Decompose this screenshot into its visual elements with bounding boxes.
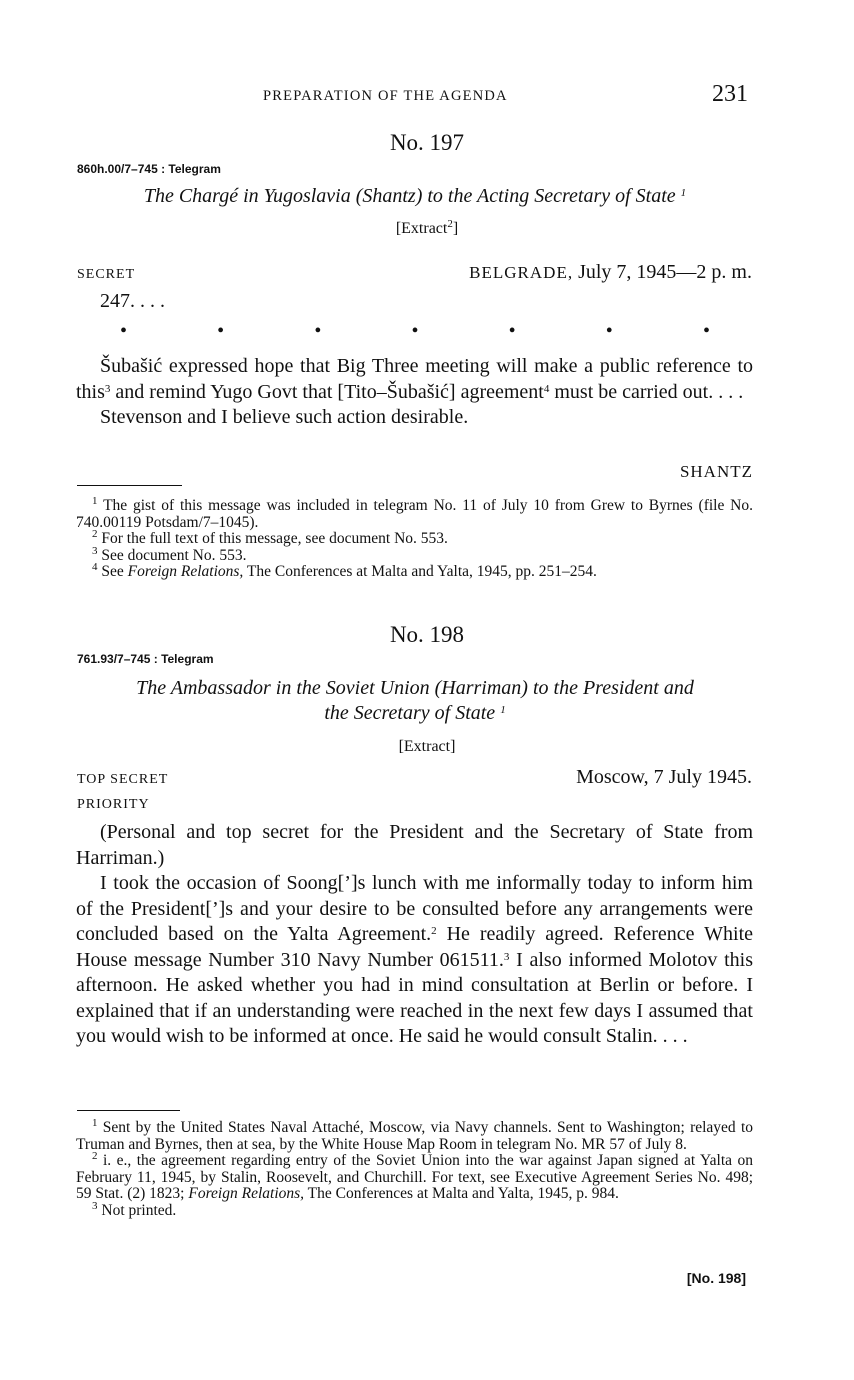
text: I took the occasion of Soong[’]s lunch with me informally today to inform him of the President[’]s and your desire to be consulted before any arrangements were concluded based on the Yalta Agreement. [76,872,753,945]
text: He readily agreed. Reference White House message Number 310 Navy Number 061511. [76,923,753,971]
footnote-rule [77,485,182,486]
text: Šubašić expressed hope that Big Three meeting will make a public reference to this [76,355,753,403]
dot: • [508,320,516,342]
page-number: 231 [712,81,748,107]
paragraph [76,871,753,1050]
footnote [76,495,753,531]
running-head: PREPARATION OF THE AGENDA [263,88,508,104]
title-text: the Secretary of State [324,702,496,724]
dot: • [702,320,710,342]
footnote-text: The Conferences at Malta and Yalta, 1945, pp. 251–254. [246,563,597,580]
footnote-mark: 2 [92,528,98,540]
classification-198: TOP SECRET [77,772,169,787]
footnote-mark: 3 [92,1199,98,1212]
footnote-text: See [101,563,124,580]
footnote [76,1150,754,1203]
footnote-ref: 2 [447,218,453,230]
footnotes-198 [76,1117,754,1219]
file-reference-197: 860h.00/7–745 : Telegram [77,162,221,176]
dateline-place: BELGRADE, [469,263,574,282]
dot: • [314,320,322,342]
title-text: The Chargé in Yugoslavia (Shantz) to the Acting Secretary of State [143,185,676,207]
footnote-mark: 4 [92,561,98,573]
text: and remind Yugo Govt that [Tito–Šubašić] agreement [115,380,544,403]
extract-text: [Extract [395,220,448,237]
text: must be carried out. . . . [554,380,744,403]
title-line: The Ambassador in the Soviet Union (Harriman) to the President and [136,677,694,699]
omission-dots [120,320,710,343]
footnote-ref: 1 [500,704,506,716]
footnote [76,1117,753,1153]
paragraph: (Personal and top secret for the President and the Secretary of State from Harriman.) [76,821,753,869]
extract-close: ] [452,220,459,237]
extract-label-198: [Extract] [398,738,456,755]
footnote [76,528,753,548]
footnote [76,1199,753,1220]
extract-label-197 [0,220,854,238]
footnote-ref: 2 [431,925,437,937]
footnote-italic: Foreign Relations, [127,563,244,580]
footnote-text: Sent by the United States Naval Attaché, Moscow, via Navy channels. Sent to Washington; relayed to Truman and Byrnes, then at sea, by the White House Map Room in telegram No. MR 57 of July 8. [76,1119,753,1153]
footnote-mark: 2 [92,1150,98,1162]
dot: • [411,320,419,342]
footnote-ref: 4 [543,382,550,395]
footnotes-197 [76,495,753,581]
body-197 [76,354,753,431]
text: I also informed Molotov this afternoon. He asked whether you had in mind consultation at Berlin or before. I explained that if an understanding were reached in the next few days I assumed that you would wish to be informed at once. He said he would consult Stalin. . . . [76,948,753,1047]
classification-197: SECRET [77,267,136,282]
footnote-text: For the full text of this message, see document No. 553. [101,530,448,547]
dateline-198: Moscow, 7 July 1945. [576,766,752,788]
paragraph [76,354,753,405]
document-number-197: No. 197 [389,130,465,155]
title-line [77,701,753,726]
footnote [76,561,753,581]
footnote-ref: 3 [503,950,510,963]
footnote-italic: Foreign Relations, [188,1185,305,1202]
dot: • [217,320,225,342]
paragraph: Stevenson and I believe such action desirable. [100,406,469,428]
document-number-198: No. 198 [389,622,465,647]
footnote-ref: 3 [104,382,111,395]
priority-198: PRIORITY [77,797,150,812]
document-title-197 [77,184,753,209]
footnote-ref: 1 [680,187,687,199]
dot: • [120,320,128,342]
dateline-197 [400,261,752,284]
footnote [76,544,753,565]
footnote-mark: 1 [92,495,98,507]
footnote-text: The Conferences at Malta and Yalta, 1945, p. 984. [307,1185,619,1202]
footnote-text: See document No. 553. [101,546,247,564]
footnote-mark: 3 [92,544,98,557]
document-title-198 [77,676,753,726]
dot: • [605,320,613,342]
catchword: [No. 198] [686,1270,746,1286]
body-198 [76,820,753,1050]
dateline-date: July 7, 1945—2 p. m. [578,261,752,283]
telegram-number-197: 247. . . . [100,290,165,312]
footnote-text: Not printed. [101,1201,177,1219]
footnote-mark: 1 [92,1117,98,1129]
footnote-text: The gist of this message was included in telegram No. 11 of July 10 from Grew to Byrnes (file No. 740.00119 Potsdam/7–1045). [76,497,753,531]
file-reference-198: 761.93/7–745 : Telegram [77,652,214,666]
footnote-rule [77,1110,180,1111]
footnote-text: i. e., the agreement regarding entry of the Soviet Union into the war against Japan signed at Yalta on February 11, 1945, by Stalin, Roosevelt, and Churchill. For text, see Executive Agreement Series No. 498; 59 Stat. (2) 1823; [76,1152,754,1202]
signature-197: SHANTZ [679,462,753,481]
